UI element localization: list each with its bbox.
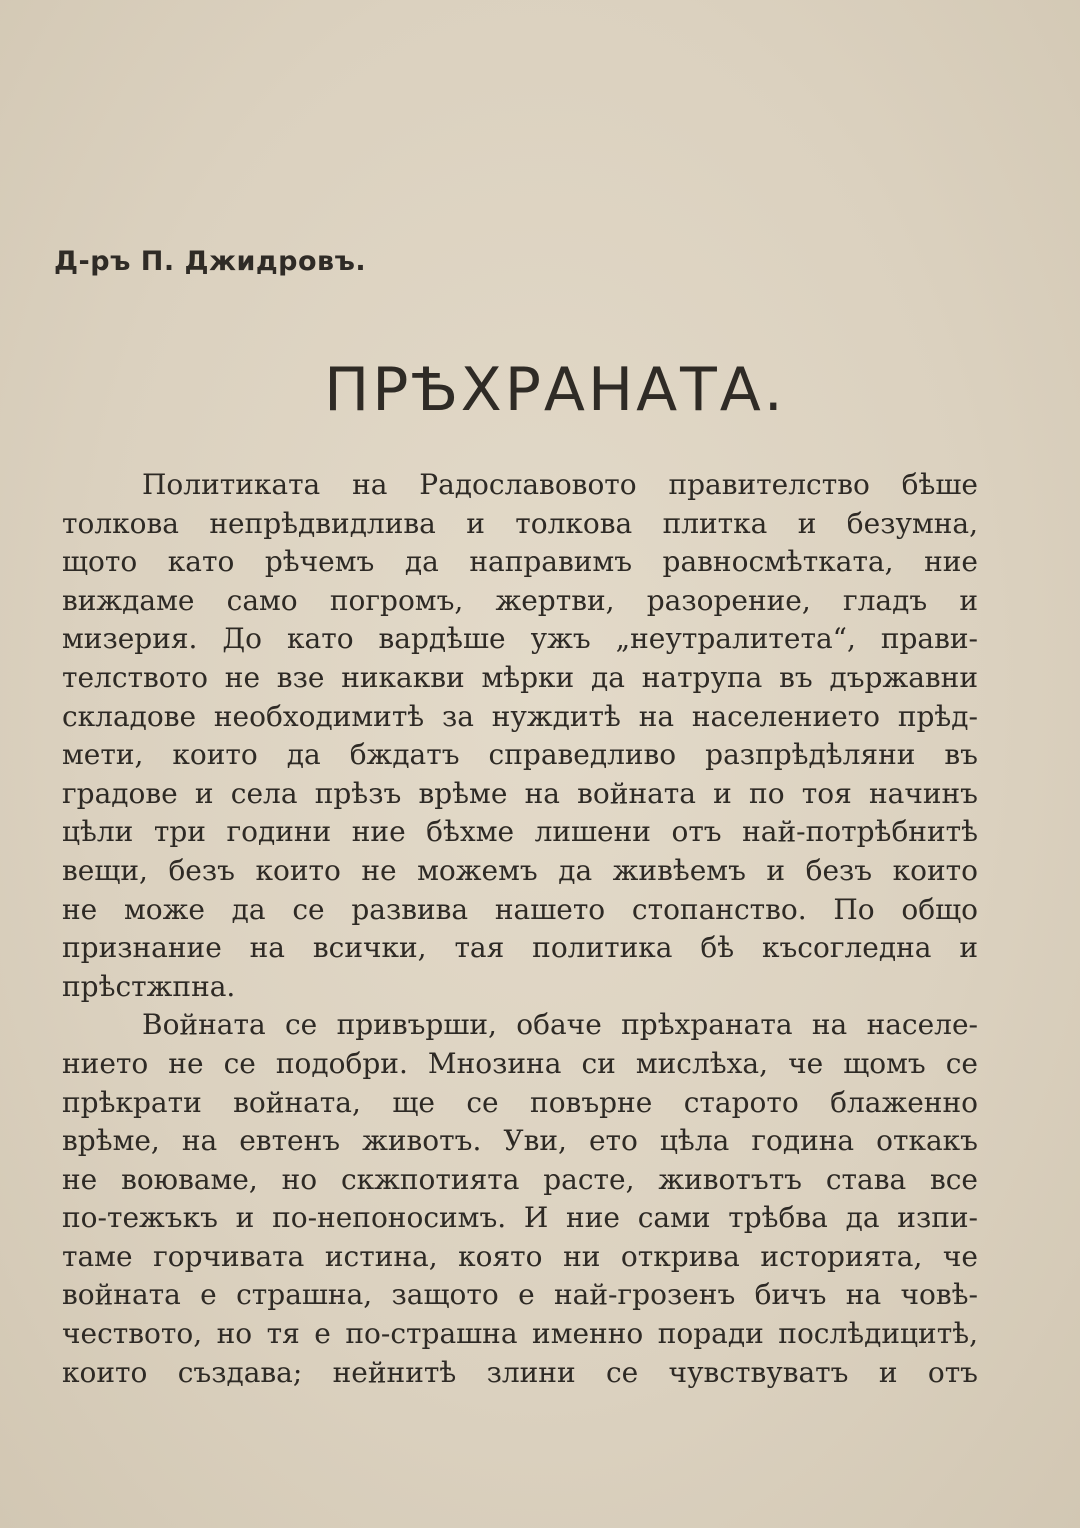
text-line: телството не взе никакви мѣрки да натрупа въ държавни bbox=[62, 660, 978, 694]
text-line: прѣкрати войната, ще се повърне старото блаженно bbox=[62, 1085, 978, 1119]
text-line: виждаме само погромъ, жертви, разорение, гладъ и bbox=[62, 583, 978, 617]
text-line: които създава; нейнитѣ злини се чувствуватъ и отъ bbox=[62, 1355, 978, 1389]
text-line: чеството, но тя е по-страшна именно поради послѣдицитѣ, bbox=[62, 1317, 978, 1351]
author-name: Д-ръ П. Джидровъ. bbox=[54, 246, 367, 277]
text-line: врѣме, на евтенъ животъ. Уви, ето цѣла година откакъ bbox=[62, 1124, 978, 1158]
text-line: цѣли три години ние бѣхме лишени отъ най-потрѣбнитѣ bbox=[62, 815, 978, 849]
text-line: вещи, безъ които не можемъ да живѣемъ и безъ които bbox=[62, 853, 978, 887]
text-line: мизерия. До като вардѣше ужъ „неутралитета“, прави- bbox=[62, 622, 978, 656]
article-title: ПРѢХРАНАТА. bbox=[324, 355, 786, 425]
text-line: таме горчивата истина, която ни открива историята, че bbox=[62, 1239, 978, 1273]
text-line: Политиката на Радославовото правителство бѣше bbox=[142, 468, 978, 501]
text-line: не воюваме, но скжпотията расте, животътъ става все bbox=[62, 1162, 978, 1196]
text-line: Войната се привърши, обаче прѣхраната на населе- bbox=[142, 1008, 978, 1042]
text-line: щото като рѣчемъ да направимъ равносмѣтката, ние bbox=[62, 545, 978, 579]
text-line: не може да се развива нашето стопанство. По общо bbox=[62, 892, 978, 926]
text-line: признание на всички, тая политика бѣ късогледна и bbox=[62, 931, 978, 965]
text-line: прѣстжпна. bbox=[62, 969, 236, 1003]
text-line: мети, които да бждатъ справедливо разпрѣдѣляни въ bbox=[62, 738, 978, 772]
text-line: по-тежъкъ и по-непоносимъ. И ние сами трѣбва да изпи- bbox=[62, 1201, 978, 1235]
text-line: градове и села прѣзъ врѣме на войната и по тоя начинъ bbox=[62, 776, 978, 810]
text-line: войната е страшна, защото е най-грозенъ бичъ на човѣ- bbox=[62, 1278, 978, 1312]
article-body bbox=[62, 466, 978, 1392]
text-line: толкова непрѣдвидлива и толкова плитка и безумна, bbox=[62, 506, 978, 540]
text-line: нието не се подобри. Мнозина си мислѣха, че щомъ се bbox=[62, 1046, 978, 1080]
text-line: складове необходимитѣ за нуждитѣ на населението прѣд- bbox=[62, 699, 978, 733]
